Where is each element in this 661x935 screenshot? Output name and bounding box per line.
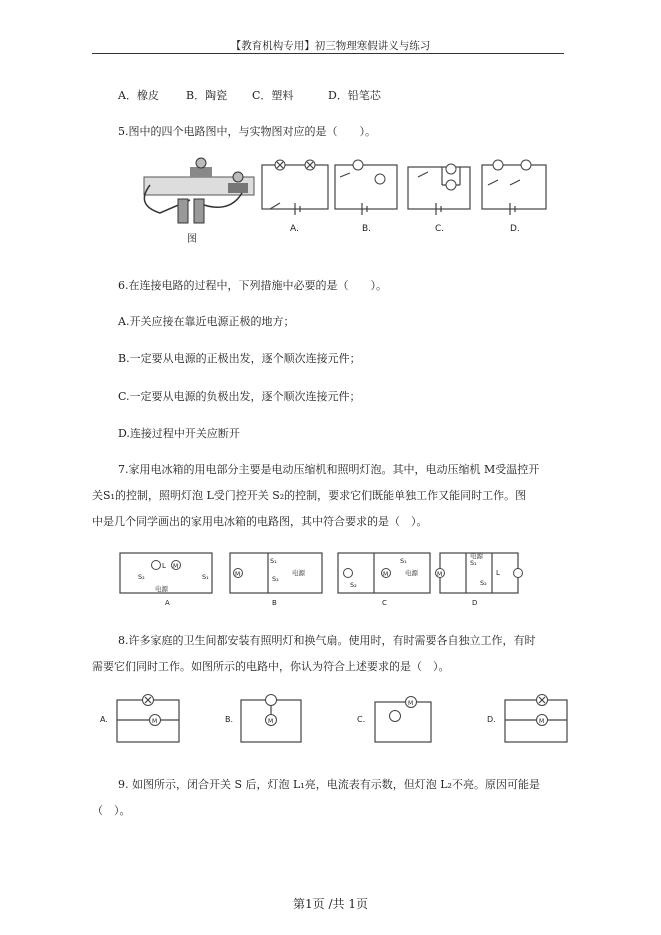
q4-option-d[interactable]: D．铅笔芯 — [328, 89, 381, 102]
q6-stem: 6.在连接电路的过程中，下列措施中必要的是（ ）。 — [118, 279, 387, 292]
q5-label-a: A. — [290, 224, 299, 234]
q4-option-b[interactable]: B．陶瓷 — [186, 89, 228, 102]
q5-label-d: D. — [510, 224, 520, 234]
q4-option-c[interactable]: C．塑料 — [252, 89, 294, 102]
q7-b-motor-label: M — [235, 571, 241, 578]
q7-label-a: A — [165, 599, 170, 607]
q7-label-b: B — [272, 599, 277, 607]
q8-figure — [95, 688, 575, 748]
q7-a-lamp-label: L — [162, 562, 166, 570]
q9-line1: 9. 如图所示，闭合开关 S 后，灯泡 L₁亮，电流表有示数，但灯泡 L₂不亮。原因可能是 — [118, 778, 540, 791]
q4-option-a[interactable]: A．橡皮 — [118, 89, 159, 102]
q7-figure — [110, 545, 530, 610]
header-rule — [92, 53, 564, 54]
q7-line1: 7.家用电冰箱的用电部分主要是电动压缩机和照明灯泡。其中，电动压缩机 M受温控开 — [118, 463, 540, 476]
q7-c-s2: S₂ — [350, 581, 357, 589]
q5-circuit-a[interactable] — [262, 160, 328, 234]
q7-b-source: 电源 — [292, 569, 305, 577]
q7-d-source: 电源 — [470, 552, 483, 560]
q5-stem: 5.图中的四个电路图中，与实物图对应的是（ ）。 — [118, 125, 376, 138]
q8-line2: 需要它们同时工作。如图所示的电路中，你认为符合上述要求的是（ ）。 — [92, 660, 450, 673]
page-header: 【教育机构专用】初三物理寒假讲义与练习 — [230, 40, 431, 52]
q7-circuit-a[interactable] — [120, 553, 212, 607]
q8-label-d: D. — [487, 715, 496, 724]
q7-d-s2: S₂ — [480, 579, 487, 587]
q5-figure — [130, 155, 560, 250]
q8-line1: 8.许多家庭的卫生间都安装有照明灯和换气扇。使用时，有时需要各自独立工作，有时 — [118, 634, 536, 647]
q8-label-a: A. — [100, 715, 108, 724]
q7-c-source: 电源 — [405, 569, 418, 577]
q7-a-source: 电源 — [155, 585, 168, 593]
q8-circuit-b[interactable] — [225, 695, 301, 743]
q5-photo-label: 图 — [187, 234, 197, 245]
q5-circuit-b[interactable] — [335, 160, 397, 234]
q7-a-motor-label: M — [173, 563, 179, 570]
q7-a-s2: S₂ — [138, 573, 145, 581]
q9-line2: （ ）。 — [92, 804, 131, 817]
q7-label-c: C — [382, 599, 387, 607]
q7-b-s1: S₁ — [270, 557, 277, 565]
q8-label-c: C. — [357, 715, 366, 724]
page-footer: 第1页 /共 1页 — [293, 897, 368, 911]
q8-circuit-a[interactable] — [100, 695, 179, 743]
q6-option-a[interactable]: A.开关应接在靠近电源正极的地方； — [118, 315, 295, 328]
q7-circuit-b[interactable] — [230, 553, 322, 607]
q5-circuit-c[interactable] — [408, 164, 470, 234]
q7-d-motor-label: M — [437, 571, 443, 578]
q5-photo — [144, 158, 254, 245]
q8-b-motor-label: M — [268, 718, 274, 725]
q7-line3: 中是几个同学画出的家用电冰箱的电路图，其中符合要求的是（ ）。 — [92, 515, 428, 528]
q5-label-b: B. — [362, 224, 372, 234]
q6-option-c[interactable]: C.一定要从电源的负极出发，逐个顺次连接元件； — [118, 390, 361, 403]
q6-option-b[interactable]: B.一定要从电源的正极出发，逐个顺次连接元件； — [118, 352, 361, 365]
q7-d-s1: S₁ — [470, 559, 477, 567]
q8-label-b: B. — [225, 715, 234, 724]
q7-c-s1: S₁ — [400, 557, 407, 565]
q6-option-d[interactable]: D.连接过程中开关应断开 — [118, 427, 240, 440]
q5-circuit-d[interactable] — [482, 160, 546, 234]
q8-c-motor-label: M — [408, 700, 414, 707]
q7-b-s2: S₂ — [272, 575, 279, 583]
q5-label-c: C. — [435, 224, 445, 234]
q8-d-motor-label: M — [539, 718, 545, 725]
q8-circuit-c[interactable] — [357, 697, 431, 743]
q7-circuit-d[interactable] — [436, 551, 523, 607]
q8-a-motor-label: M — [152, 718, 158, 725]
q7-d-lamp-label: L — [496, 569, 500, 577]
q7-circuit-c[interactable] — [338, 553, 430, 607]
q7-label-d: D — [472, 599, 478, 607]
q4-options — [118, 87, 381, 103]
q7-a-s1: S₁ — [202, 573, 209, 581]
q7-line2: 关S₁的控制，照明灯泡 L受门控开关 S₂的控制，要求它们既能单独工作又能同时工作。图 — [92, 489, 527, 502]
q7-c-motor-label: M — [383, 571, 389, 578]
q8-circuit-d[interactable] — [487, 695, 567, 743]
